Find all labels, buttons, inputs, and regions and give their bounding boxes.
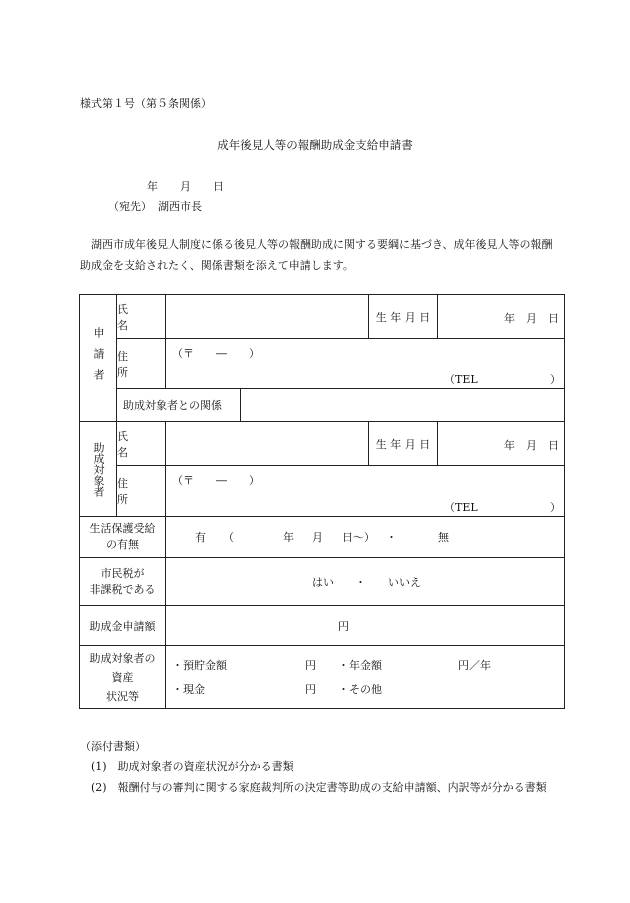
addressee-label: （宛先） xyxy=(108,200,152,213)
date-day-label: 日 xyxy=(213,180,224,193)
welfare-yes: 有 xyxy=(195,531,206,544)
applicant-tel-close: ） xyxy=(550,373,561,386)
intro-line-2: 助成金を支給されたく、関係書類を添えて申請します。 xyxy=(80,259,354,272)
applicant-name-label: 氏 名 xyxy=(117,295,166,339)
assets-pension-unit: 円／年 xyxy=(458,659,491,672)
welfare-dot: ・ xyxy=(386,531,397,544)
amount-field[interactable] xyxy=(166,606,565,646)
attachment-item-2: (2) 報酬付与の審判に関する家庭裁判所の決定書等助成の支給申請額、内訳等が分かる書類 xyxy=(91,781,547,794)
applicant-dob-year: 年 xyxy=(504,312,515,325)
subject-tel-close: ） xyxy=(550,501,561,514)
applicant-relation-field[interactable] xyxy=(241,389,565,422)
subject-dob-day: 日 xyxy=(548,439,559,452)
welfare-month: 月 xyxy=(312,531,323,544)
application-form-table xyxy=(79,294,565,709)
subject-address-field[interactable] xyxy=(166,466,565,517)
applicant-dob-label: 生 年 月 日 xyxy=(369,295,438,339)
attachment-item-1: (1) 助成対象者の資産状況が分かる書類 xyxy=(91,760,294,773)
assets-cash-unit: 円 xyxy=(305,683,316,696)
tax-no: いいえ xyxy=(388,576,421,589)
applicant-dob-field[interactable] xyxy=(438,295,565,339)
date-year-label: 年 xyxy=(147,180,158,193)
welfare-paren: （ xyxy=(223,531,234,544)
applicant-address-field[interactable] xyxy=(166,339,565,389)
welfare-year: 年 xyxy=(283,531,294,544)
assets-cash: ・現金 xyxy=(172,683,205,696)
applicant-postal: （〒 ― ） xyxy=(172,347,260,360)
subject-name-label: 氏 名 xyxy=(117,422,166,466)
assets-savings-unit: 円 xyxy=(305,659,316,672)
subject-section-label: 助成対象者 xyxy=(80,422,117,517)
addressee: 湖西市長 xyxy=(158,200,202,213)
applicant-dob-month: 月 xyxy=(526,312,537,325)
welfare-field[interactable] xyxy=(166,517,565,558)
date-month-label: 月 xyxy=(180,180,191,193)
amount-label: 助成金申請額 xyxy=(80,606,166,646)
subject-postal: （〒 ― ） xyxy=(172,474,260,487)
subject-name-field[interactable] xyxy=(166,422,369,466)
applicant-relation-label: 助成対象者との関係 xyxy=(117,389,241,422)
tax-yes: はい xyxy=(312,576,334,589)
tax-label: 市民税が 非課税である xyxy=(80,558,166,606)
applicant-section-label: 申請者 xyxy=(80,295,117,422)
subject-dob-label: 生 年 月 日 xyxy=(369,422,438,466)
subject-dob-year: 年 xyxy=(504,439,515,452)
assets-label: 助成対象者の 資産 状況等 xyxy=(80,646,166,709)
applicant-tel-label: （TEL xyxy=(444,373,478,386)
applicant-address-label: 住 所 xyxy=(117,339,166,389)
assets-pension: ・年金額 xyxy=(338,659,382,672)
welfare-no: 無 xyxy=(438,531,449,544)
intro-line-1: 湖西市成年後見人制度に係る後見人等の報酬助成に関する要綱に基づき、成年後見人等の報酬 xyxy=(91,238,553,251)
subject-dob-field[interactable] xyxy=(438,422,565,466)
subject-dob-month: 月 xyxy=(526,439,537,452)
applicant-dob-day: 日 xyxy=(548,312,559,325)
welfare-day-from: 日～） xyxy=(342,531,375,544)
amount-unit: 円 xyxy=(338,620,349,633)
subject-tel-label: （TEL xyxy=(444,501,478,514)
tax-dot: ・ xyxy=(355,576,366,589)
assets-savings: ・預貯金額 xyxy=(172,659,227,672)
tax-field[interactable] xyxy=(166,558,565,606)
subject-address-label: 住 所 xyxy=(117,466,166,517)
assets-other: ・その他 xyxy=(338,683,382,696)
assets-field[interactable] xyxy=(166,646,565,709)
form-number: 様式第１号（第５条関係） xyxy=(80,97,212,110)
attachments-title: （添付書類） xyxy=(80,740,146,753)
document-title: 成年後見人等の報酬助成金支給申請書 xyxy=(217,138,413,152)
applicant-name-field[interactable] xyxy=(166,295,369,339)
welfare-label: 生活保護受給 の有無 xyxy=(80,517,166,558)
